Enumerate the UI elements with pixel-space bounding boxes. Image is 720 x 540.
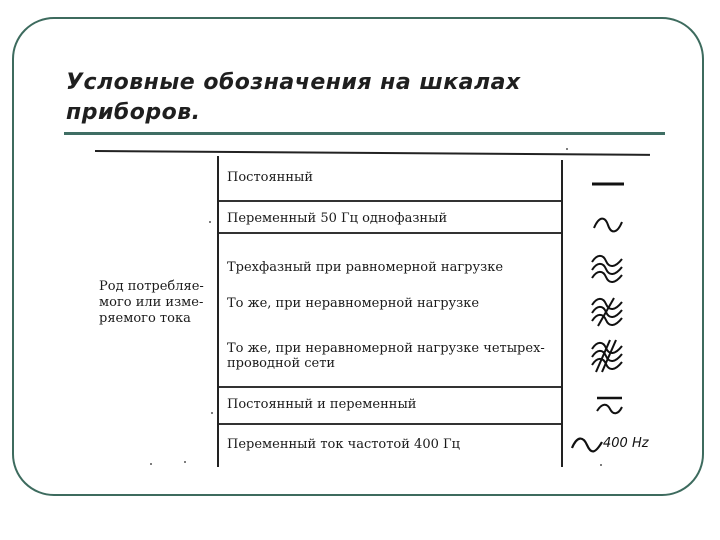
triple-wave-double-slash-icon xyxy=(590,338,626,374)
triple-wave-slash-icon xyxy=(590,296,626,328)
table-left-divider xyxy=(217,156,219,467)
dc-line-icon xyxy=(588,176,628,192)
dc-ac-icon xyxy=(594,393,626,417)
scan-speck xyxy=(566,148,568,150)
row-label-three-phase: Трехфазный при равномерной нагрузке xyxy=(227,260,504,275)
single-wave-icon xyxy=(592,214,624,236)
row-label-400hz: Переменный ток частотой 400 Гц xyxy=(227,437,460,452)
title-underline xyxy=(64,132,665,135)
scan-speck xyxy=(150,463,152,465)
row-divider xyxy=(219,200,561,202)
scan-speck xyxy=(184,461,186,463)
row-divider xyxy=(219,386,561,388)
row-label-four-wire: То же, при неравномерной нагрузке четырех-проводной сети xyxy=(227,341,545,371)
row-label-ac-single: Переменный 50 Гц однофазный xyxy=(227,211,448,226)
wave-400hz-label: 400 Hz xyxy=(603,436,649,451)
row-divider xyxy=(219,232,561,234)
slide-title: Условные обозначения на шкалах приборов. xyxy=(66,70,521,125)
category-label: Род потребляе-мого или изме-ряемого тока xyxy=(99,279,204,326)
wave-400hz-icon xyxy=(570,434,604,456)
row-label-three-phase-unbalanced: То же, при неравномерной нагрузке xyxy=(227,296,480,311)
row-divider xyxy=(219,423,561,425)
row-label-dc-ac: Постоянный и переменный xyxy=(227,397,417,412)
triple-wave-icon xyxy=(590,254,626,284)
table-right-divider xyxy=(561,160,563,467)
scan-speck xyxy=(600,464,602,466)
row-label-dc: Постоянный xyxy=(227,170,314,185)
scan-speck xyxy=(209,221,211,223)
scan-speck xyxy=(211,412,213,414)
